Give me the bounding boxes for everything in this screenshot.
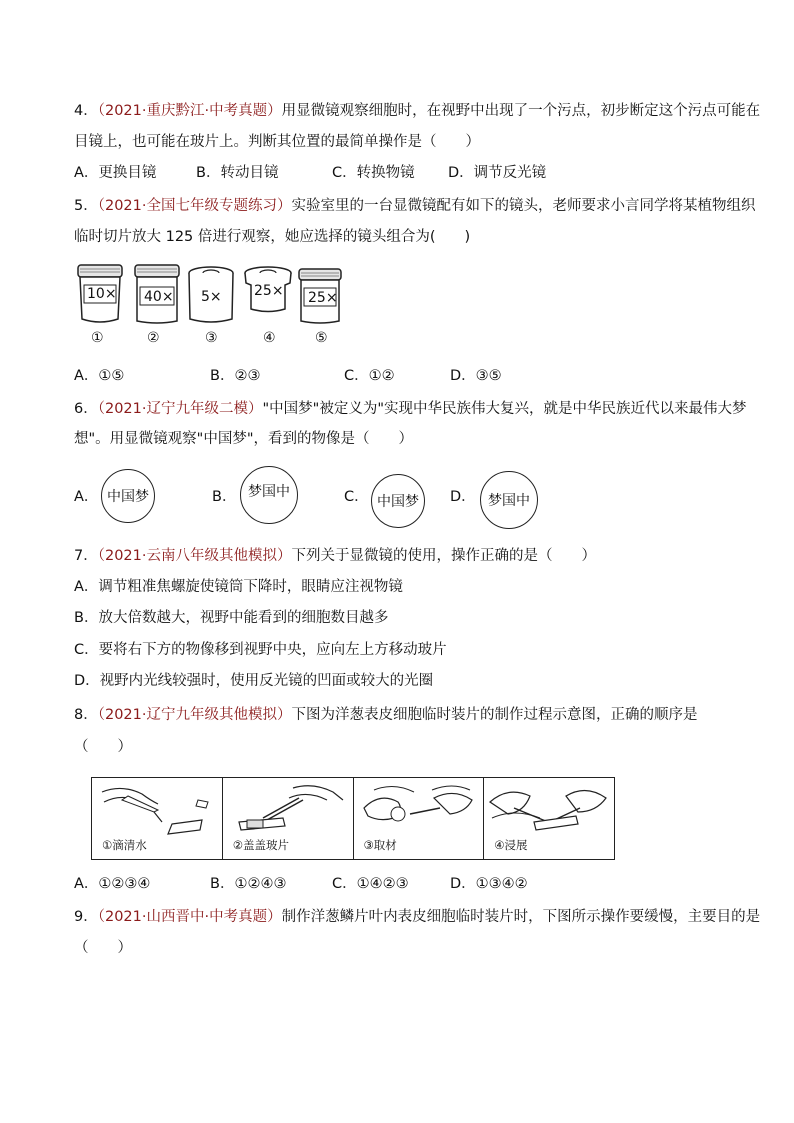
q6-option-c-letter[interactable]: C．: [344, 489, 369, 505]
q6-option-d-letter[interactable]: D．: [450, 489, 476, 505]
lens-id-2: ②: [147, 330, 160, 346]
lens-mag-5: 25×: [308, 290, 338, 306]
q6-text-line1: "中国梦"被定义为"实现中华民族伟大复兴，就是中华民族近代以来最伟大梦: [262, 401, 747, 417]
panel-3-label: ③取材: [363, 838, 397, 852]
lens-mag-4: 25×: [254, 283, 284, 299]
q8-option-b[interactable]: B．①②④③: [210, 876, 287, 892]
q6-option-b-text: 梦国中: [248, 484, 290, 500]
q9-stem: [74, 907, 760, 927]
q6-stem: [74, 399, 747, 419]
q6-option-c-text: 中国梦: [377, 494, 419, 510]
panel-4-label: ④浸展: [494, 838, 528, 852]
panel-2-label: ②盖盖玻片: [232, 838, 290, 852]
panel-4: [484, 778, 614, 859]
q8-number: 8．: [74, 707, 98, 723]
lens-id-5: ⑤: [315, 330, 328, 346]
q6-option-a-letter[interactable]: A．: [74, 489, 99, 505]
q7-option-c[interactable]: C．要将右下方的物像移到视野中央，应向左上方移动玻片: [74, 642, 447, 658]
q5-option-a[interactable]: A．①⑤: [74, 368, 125, 384]
q9-number: 9．: [74, 909, 98, 925]
lens-mag-2: 40×: [144, 289, 174, 305]
q4-text-line2: 目镜上，也可能在玻片上。判断其位置的最简单操作是（ ）: [74, 134, 480, 150]
q7-option-b[interactable]: B．放大倍数越大，视野中能看到的细胞数目越多: [74, 610, 389, 626]
q4-option-a[interactable]: A．更换目镜: [74, 165, 157, 181]
panel-1: [92, 778, 223, 859]
lens-id-4: ④: [263, 330, 276, 346]
q6-option-c-circle[interactable]: [371, 474, 425, 528]
q5-text-line1: 实验室里的一台显微镜配有如下的镜头，老师要求小言同学将某植物组织: [291, 198, 756, 214]
q8-option-c[interactable]: C．①④②③: [332, 876, 409, 892]
q4-option-d[interactable]: D．调节反光镜: [448, 165, 547, 181]
q7-option-a[interactable]: A．调节粗准焦螺旋使镜筒下降时，眼睛应注视物镜: [74, 579, 403, 595]
q8-source: （2021·辽宁九年级其他模拟）: [97, 707, 292, 723]
slide-prep-diagram: [91, 777, 615, 860]
panel-2: [223, 778, 354, 859]
q7-text-line1: 下列关于显微镜的使用，操作正确的是（ ）: [291, 548, 596, 564]
lens-mag-1: 10×: [87, 286, 117, 302]
q6-option-b-letter[interactable]: B．: [212, 489, 237, 505]
q5-source: （2021·全国七年级专题练习）: [97, 198, 292, 214]
panel-3: [354, 778, 485, 859]
panel-1-label: ①滴清水: [102, 838, 147, 852]
q5-number: 5．: [74, 198, 98, 214]
q8-stem: [74, 705, 698, 725]
lens-id-1: ①: [91, 330, 104, 346]
q4-number: 4．: [74, 103, 98, 119]
q6-option-d-circle[interactable]: [480, 471, 538, 529]
q7-source: （2021·云南八年级其他模拟）: [97, 548, 292, 564]
lens-id-3: ③: [205, 330, 218, 346]
q4-stem: [74, 101, 760, 121]
q6-option-b-circle[interactable]: [240, 466, 298, 524]
q8-option-a[interactable]: A．①②③④: [74, 876, 151, 892]
q9-text-line1: 制作洋葱鳞片叶内表皮细胞临时装片时，下图所示操作要缓慢，主要目的是: [281, 909, 761, 925]
q5-text-line2: 临时切片放大 125 倍进行观察，她应选择的镜头组合为( ): [74, 229, 471, 245]
q4-text-line1: 用显微镜观察细胞时，在视野中出现了一个污点，初步断定这个污点可能在: [281, 103, 761, 119]
q8-text-line1: 下图为洋葱表皮细胞临时装片的制作过程示意图，正确的顺序是: [291, 707, 698, 723]
q6-option-a-circle[interactable]: [101, 469, 155, 523]
q6-text-line2: 想"。用显微镜观察"中国梦"，看到的物像是（ ）: [74, 431, 414, 447]
q6-option-d-text: 梦国中: [488, 493, 530, 509]
q9-text-line2: （ ）: [74, 940, 132, 956]
lens-mag-3: 5×: [201, 289, 222, 305]
q5-option-b[interactable]: B．②③: [210, 368, 261, 384]
q4-option-c[interactable]: C．转换物镜: [332, 165, 415, 181]
q4-option-b[interactable]: B．转动目镜: [196, 165, 279, 181]
q5-stem: [74, 196, 756, 216]
q7-option-d[interactable]: D．视野内光线较强时，使用反光镜的凹面或较大的光圈: [74, 673, 434, 689]
q9-source: （2021·山西晋中·中考真题）: [97, 909, 282, 925]
q5-option-d[interactable]: D．③⑤: [450, 368, 502, 384]
q6-source: （2021·辽宁九年级二模）: [97, 401, 263, 417]
q8-option-d[interactable]: D．①③④②: [450, 876, 528, 892]
q6-option-a-text: 中国梦: [107, 489, 149, 505]
q4-source: （2021·重庆黔江·中考真题）: [97, 103, 282, 119]
q7-stem: [74, 546, 596, 566]
q7-number: 7．: [74, 548, 98, 564]
q6-number: 6．: [74, 401, 98, 417]
q8-text-line2: （ ）: [74, 739, 132, 755]
q5-option-c[interactable]: C．①②: [344, 368, 395, 384]
